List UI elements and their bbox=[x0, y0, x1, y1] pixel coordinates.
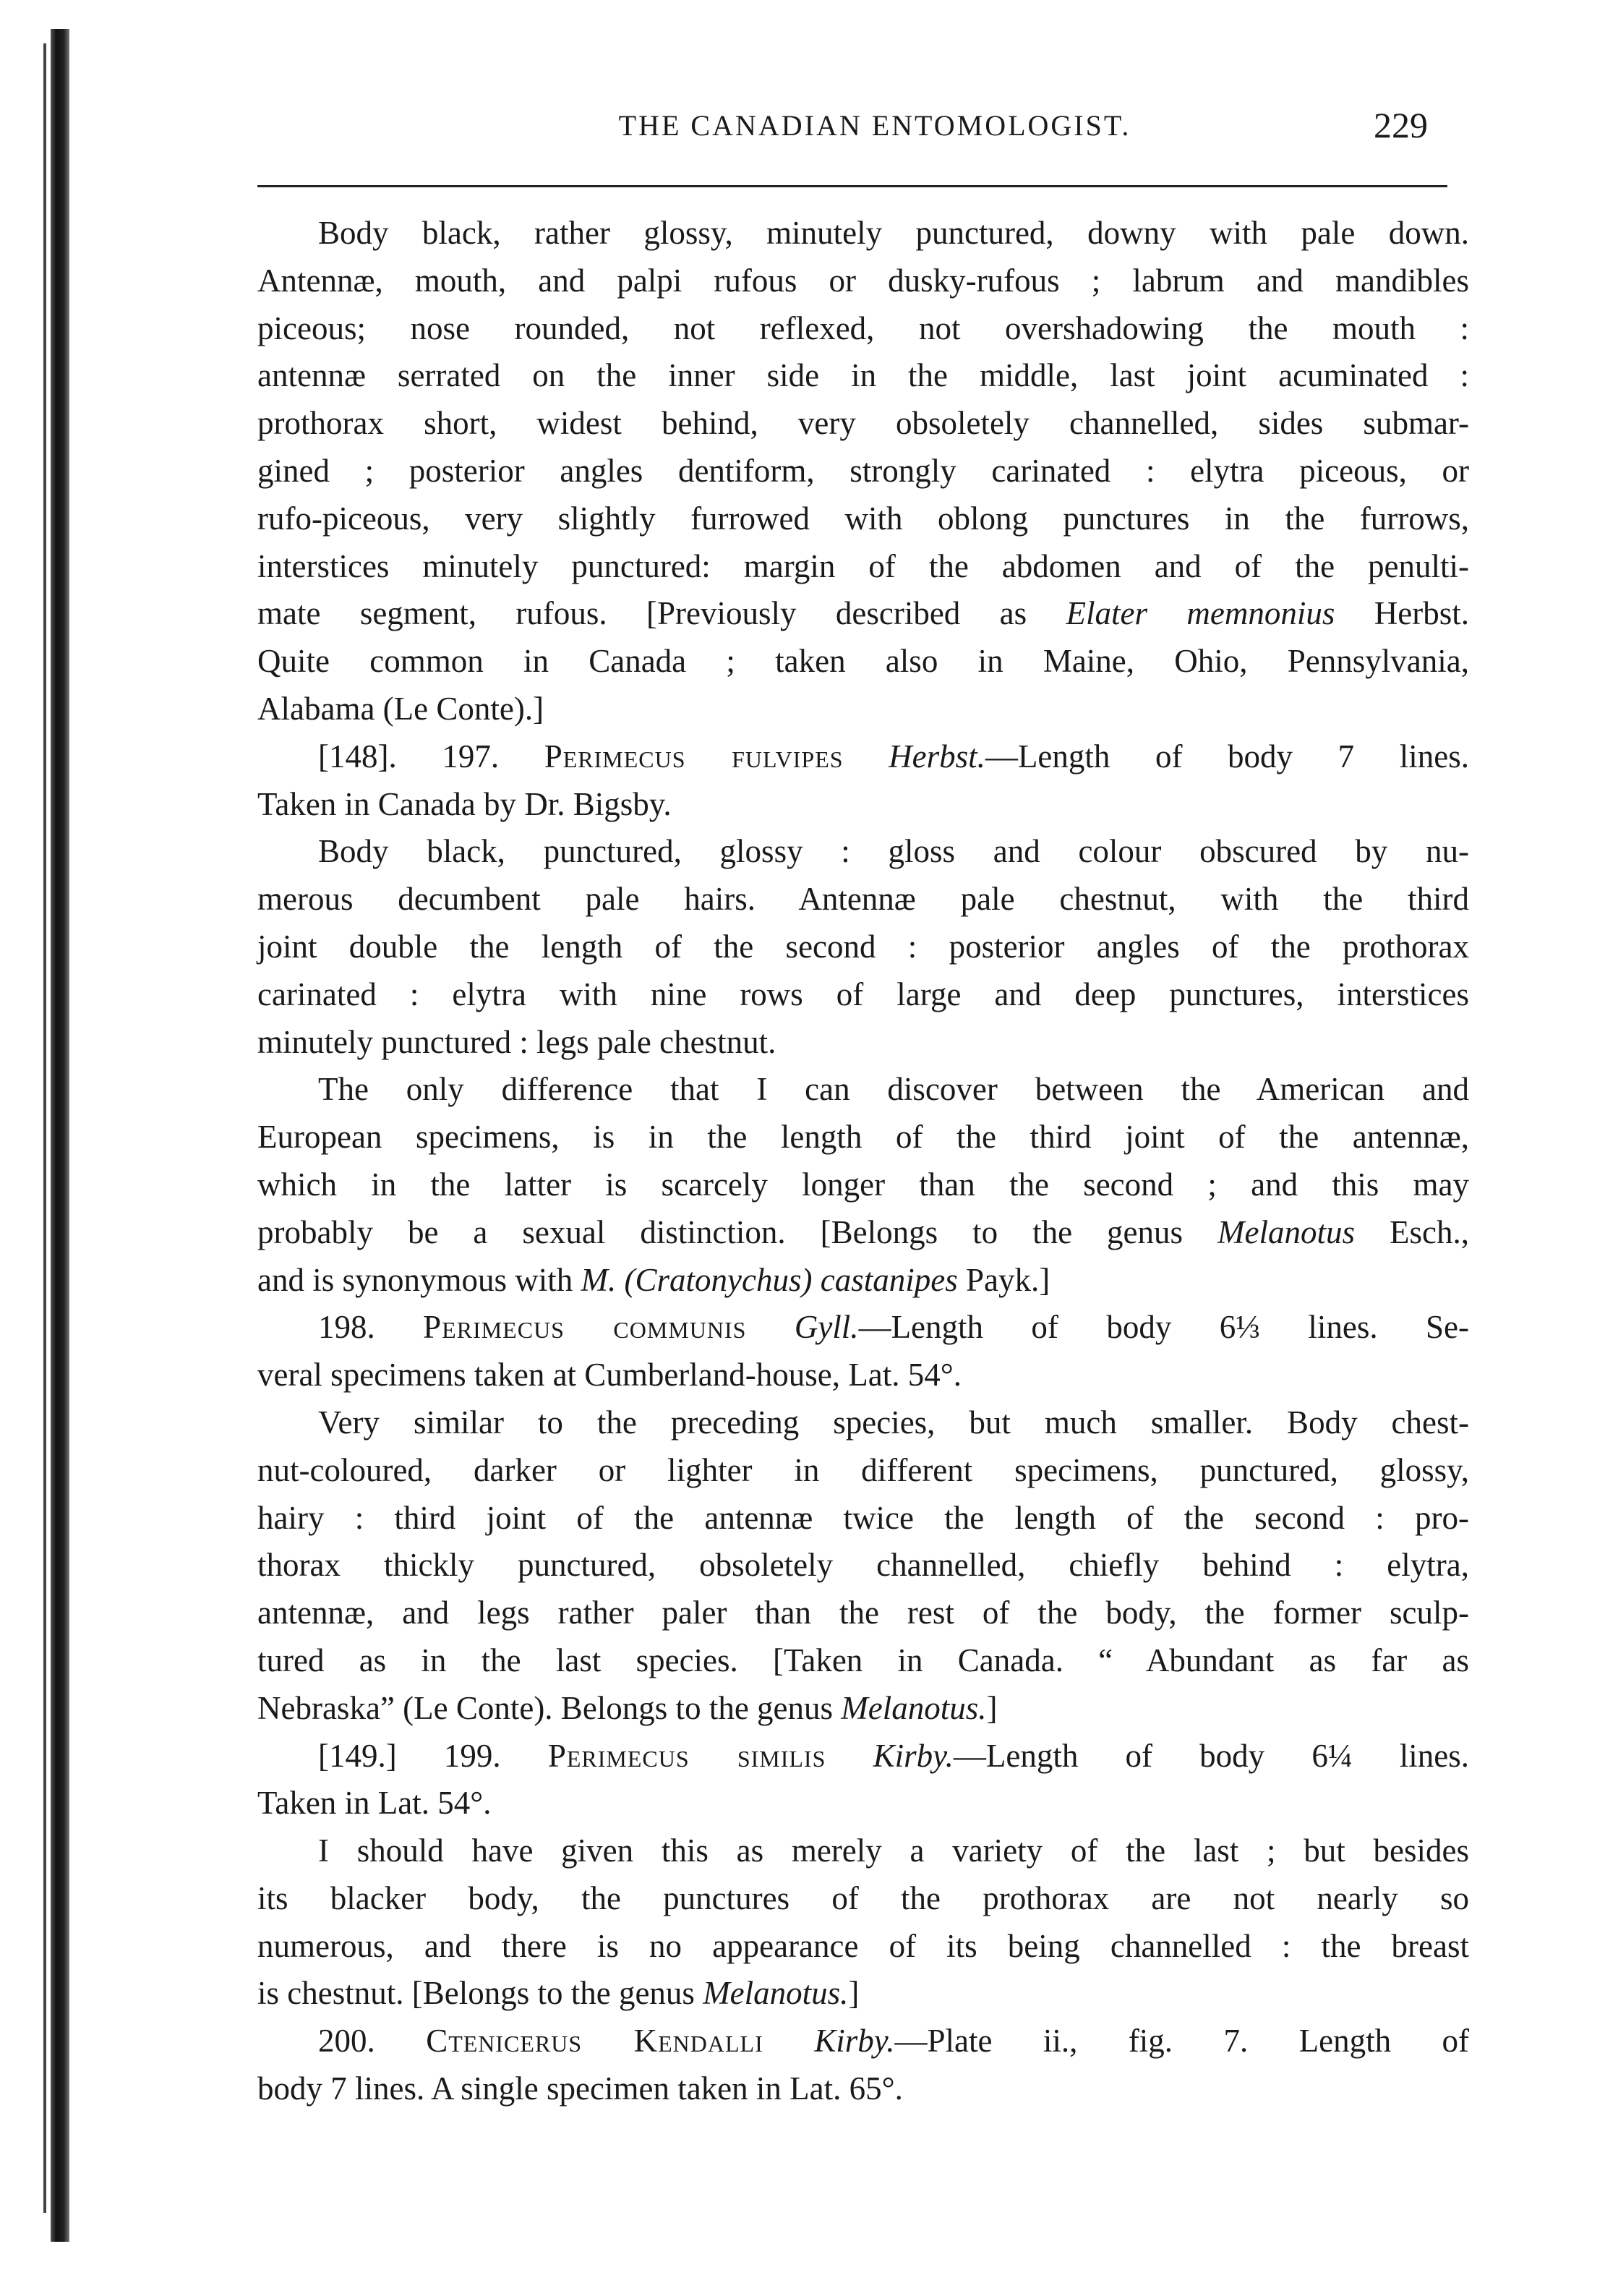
text-line bbox=[257, 1827, 1469, 1875]
header-rule bbox=[257, 185, 1447, 187]
text-run bbox=[826, 1738, 873, 1774]
italic-text: Elater memnonius bbox=[1066, 595, 1335, 632]
running-head bbox=[0, 105, 1605, 152]
text-line bbox=[257, 1685, 1469, 1733]
text-run: Taken in Canada by Dr. Bigsby. bbox=[257, 785, 672, 822]
text-run: Quite common in Canada ; taken also in Maine, Ohio, Pennsylvania, bbox=[257, 643, 1469, 680]
text-run: The only difference that I can discover between the American and bbox=[318, 1071, 1469, 1108]
text-run: 198. bbox=[318, 1309, 424, 1346]
text-run: carinated : elytra with nine rows of large and deep punctures, interstices bbox=[257, 976, 1469, 1012]
text-run: numerous, and there is no appearance of its being channelled : the breast bbox=[257, 1927, 1469, 1964]
text-line bbox=[257, 1733, 1469, 1780]
text-run: Esch., bbox=[1355, 1213, 1469, 1250]
text-line bbox=[257, 1923, 1469, 1971]
text-line bbox=[257, 781, 1469, 829]
text-line bbox=[257, 686, 1469, 733]
text-run: hairy : third joint of the antennæ twice the length of the second : pro- bbox=[257, 1499, 1469, 1536]
text-run: European specimens, is in the length of the third joint of the antennæ, bbox=[257, 1119, 1469, 1156]
text-line bbox=[257, 1019, 1469, 1067]
text-line bbox=[257, 1970, 1469, 2018]
text-run: [149.] 199. bbox=[318, 1737, 548, 1774]
text-run: 200. bbox=[318, 2023, 427, 2060]
text-run: interstices minutely punctured: margin of the abdomen and of the penulti- bbox=[257, 547, 1469, 584]
text-line bbox=[257, 448, 1469, 495]
text-run: —Length of body 7 lines. bbox=[985, 738, 1470, 774]
text-run: gined ; posterior angles dentiform, strongly carinated : elytra piceous, or bbox=[257, 452, 1469, 489]
text-run: antennæ serrated on the inner side in the middle, last joint acuminated : bbox=[257, 357, 1469, 394]
text-line bbox=[257, 1780, 1469, 1827]
text-line bbox=[257, 1589, 1469, 1637]
text-run: merous decumbent pale hairs. Antennæ pale chestnut, with the third bbox=[257, 881, 1469, 918]
book-binding-shadow bbox=[43, 43, 46, 2213]
text-run: antennæ, and legs rather paler than the rest of the body, the former sculp- bbox=[257, 1595, 1469, 1631]
species-name: Perimecus similis bbox=[547, 1737, 826, 1774]
text-line bbox=[257, 923, 1469, 971]
italic-text: Kirby. bbox=[814, 2023, 895, 2060]
text-line bbox=[257, 1257, 1469, 1305]
text-run: which in the latter is scarcely longer than the second ; and this may bbox=[257, 1166, 1469, 1203]
italic-text: Melanotus bbox=[1217, 1213, 1356, 1250]
text-run: and is synonymous with bbox=[257, 1261, 581, 1298]
text-run: I should have given this as merely a variety of the last ; but besides bbox=[318, 1832, 1469, 1869]
text-line bbox=[257, 495, 1469, 543]
text-run: its blacker body, the punctures of the prothorax are not nearly so bbox=[257, 1879, 1469, 1916]
text-run: [148]. 197. bbox=[318, 738, 544, 774]
text-line bbox=[257, 1495, 1469, 1542]
text-run: joint double the length of the second : posterior angles of the prothorax bbox=[257, 928, 1469, 965]
text-line bbox=[257, 1447, 1469, 1495]
text-line bbox=[257, 1875, 1469, 1923]
text-run: rufo-piceous, very slightly furrowed with oblong punctures in the furrows, bbox=[257, 500, 1469, 537]
text-line bbox=[257, 1399, 1469, 1447]
text-run: minutely punctured : legs pale chestnut. bbox=[257, 1023, 776, 1060]
text-line bbox=[257, 210, 1469, 257]
text-line bbox=[257, 1542, 1469, 1589]
italic-text: M. (Cratonychus) castanipes bbox=[581, 1261, 958, 1298]
text-run bbox=[844, 738, 889, 774]
text-line bbox=[257, 400, 1469, 448]
text-line bbox=[257, 1209, 1469, 1257]
text-run: prothorax short, widest behind, very obsoletely channelled, sides submar- bbox=[257, 405, 1469, 442]
text-run: thorax thickly punctured, obsoletely channelled, chiefly behind : elytra, bbox=[257, 1547, 1469, 1584]
text-line bbox=[257, 257, 1469, 305]
text-line bbox=[257, 971, 1469, 1019]
text-run: Alabama (Le Conte).] bbox=[257, 690, 544, 727]
text-run: ] bbox=[986, 1689, 998, 1726]
species-name: Perimecus fulvipes bbox=[544, 738, 844, 774]
italic-text: Kirby. bbox=[873, 1737, 954, 1774]
text-line bbox=[257, 733, 1469, 781]
text-run: tured as in the last species. [Taken in Canada. “ Abundant as far as bbox=[257, 1642, 1469, 1678]
text-run: mate segment, rufous. [Previously described as bbox=[257, 595, 1066, 632]
text-line bbox=[257, 305, 1469, 353]
text-run bbox=[746, 1309, 794, 1345]
text-line bbox=[257, 1304, 1469, 1352]
italic-text: Melanotus. bbox=[703, 1975, 849, 2012]
text-line bbox=[257, 1352, 1469, 1399]
text-line bbox=[257, 352, 1469, 400]
body-text bbox=[257, 210, 1469, 2113]
text-run: Taken in Lat. 54°. bbox=[257, 1785, 492, 1822]
text-run: Nebraska” (Le Conte). Belongs to the genus bbox=[257, 1689, 842, 1726]
text-line bbox=[257, 1114, 1469, 1161]
page-number: 229 bbox=[1374, 105, 1428, 145]
journal-title: THE CANADIAN ENTOMOLOGIST. bbox=[618, 109, 1131, 142]
text-line bbox=[257, 876, 1469, 923]
text-run: Herbst. bbox=[1335, 595, 1469, 632]
text-line bbox=[257, 1637, 1469, 1685]
species-name: Ctenicerus Kendalli bbox=[426, 2023, 763, 2060]
text-run bbox=[763, 2023, 814, 2059]
text-run: body 7 lines. A single specimen taken in Lat. 65°. bbox=[257, 2070, 903, 2107]
text-run: Body black, rather glossy, minutely punctured, downy with pale down. bbox=[318, 215, 1469, 251]
book-binding-edge bbox=[51, 29, 69, 2242]
text-line bbox=[257, 543, 1469, 591]
text-line bbox=[257, 1161, 1469, 1209]
text-run: nut-coloured, darker or lighter in different specimens, punctured, glossy, bbox=[257, 1451, 1469, 1488]
italic-text: Melanotus. bbox=[841, 1689, 987, 1726]
species-name: Perimecus communis bbox=[423, 1309, 747, 1346]
text-line bbox=[257, 2018, 1469, 2065]
text-line bbox=[257, 590, 1469, 638]
text-run: piceous; nose rounded, not reflexed, not overshadowing the mouth : bbox=[257, 310, 1469, 346]
italic-text: Gyll. bbox=[794, 1309, 859, 1346]
italic-text: Herbst. bbox=[889, 738, 985, 774]
text-run: —Plate ii., fig. 7. Length of bbox=[894, 2023, 1470, 2060]
text-run: —Length of body 6⅓ lines. Se- bbox=[858, 1309, 1469, 1346]
text-line bbox=[257, 828, 1469, 876]
text-run: probably be a sexual distinction. [Belongs to the genus bbox=[257, 1213, 1218, 1250]
text-line bbox=[257, 1066, 1469, 1114]
text-run: ] bbox=[848, 1975, 860, 2012]
text-run: veral specimens taken at Cumberland-house, Lat. 54°. bbox=[257, 1357, 962, 1394]
text-run: —Length of body 6¼ lines. bbox=[953, 1737, 1469, 1774]
text-run: Very similar to the preceding species, but much smaller. Body chest- bbox=[318, 1404, 1469, 1441]
text-line bbox=[257, 638, 1469, 686]
text-line bbox=[257, 2065, 1469, 2113]
text-run: Body black, punctured, glossy : gloss and colour obscured by nu- bbox=[318, 833, 1469, 870]
text-run: Payk.] bbox=[957, 1261, 1050, 1298]
text-run: Antennæ, mouth, and palpi rufous or dusky-rufous ; labrum and mandibles bbox=[257, 262, 1469, 299]
text-run: is chestnut. [Belongs to the genus bbox=[257, 1975, 703, 2012]
